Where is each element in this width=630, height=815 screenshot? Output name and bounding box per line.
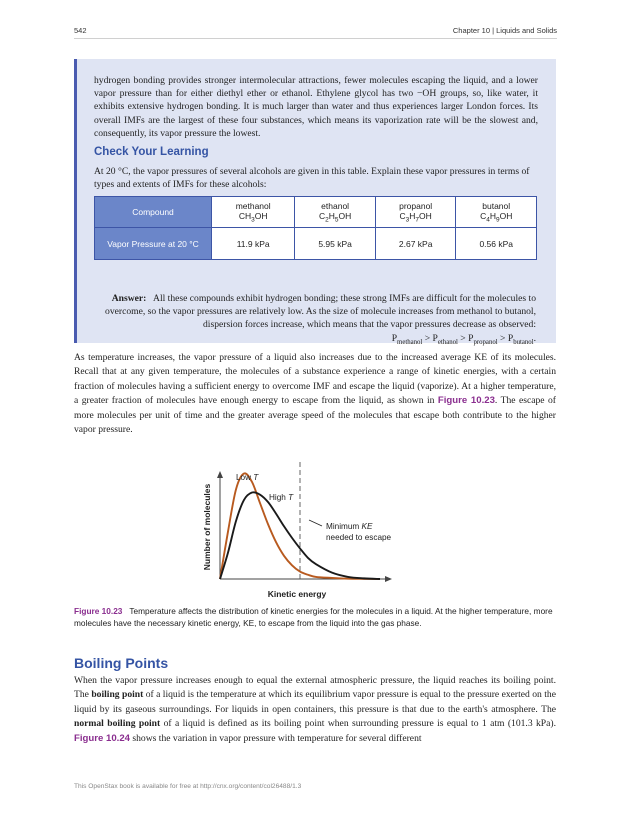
table-cell-butanol	[456, 197, 537, 228]
example-box-accent	[74, 59, 77, 343]
table-cell-vp-butanol: 0.56 kPa	[456, 228, 537, 260]
threshold-label: Minimum KE	[326, 522, 373, 531]
threshold-leader	[309, 520, 322, 526]
figure-caption-label: Figure 10.23	[74, 606, 123, 616]
table-cell-vp-propanol: 2.67 kPa	[375, 228, 456, 260]
compound-formula: $CH_3OH$	[238, 210, 268, 224]
figure-10-23-link[interactable]: Figure 10.23	[437, 395, 495, 407]
vapor-pressure-table	[94, 196, 537, 260]
section-title-boiling-points: Boiling Points	[74, 655, 169, 671]
compound-name: ethanol	[321, 200, 350, 211]
example-paragraph: hydrogen bonding provides stronger intermolecular attractions, fewer molecules escaping the liquid, and a lower vapor pressure than for either diethyl ether or ethanol. Ethylene glycol has two −OH groups, so, like water, it exhibits extensive hydrogen bonding. It is much larger than water and thus experiences larger London forces. Its overall IMFs are the largest of these four substances, which means its vaporization rate will be the slowest and, consequently, its vapor pressure the lowest.	[94, 75, 538, 139]
answer-equation: $P_{methanol} > P_{ethanol} > P_{propanol} > P_{butanol}$.	[391, 332, 536, 346]
table-header-vapor-pressure: Vapor Pressure at 20 °C	[95, 228, 212, 260]
compound-name: methanol	[235, 200, 271, 211]
compound-formula: $C_3H_7OH$	[399, 210, 432, 224]
kinetic-energy-chart	[196, 455, 396, 605]
body-paragraph-2: When the vapor pressure increases enough to equal the external atmospheric pressure, the liquid reaches its boiling point. The boiling point of a liquid is the temperature at which its equilibrium vapor pressure is equal to the pressure exerted on the liquid by its gaseous surroundings. For liquids in open containers, this pressure is that due to the earth's atmosphere. The normal boiling point of a liquid is defined as its boiling point when surrounding pressure is equal to 1 atm (101.3 kPa). Figure 10.24 shows the variation in vapor pressure with temperature for several different	[74, 675, 556, 744]
series-label-low-t: Low T	[236, 473, 259, 482]
table-cell-vp-ethanol: 5.95 kPa	[295, 228, 376, 260]
compound-name: butanol	[482, 200, 511, 211]
answer-block	[94, 292, 536, 349]
answer-label: Answer:	[111, 293, 147, 304]
series-label-high-t: High T	[269, 493, 294, 502]
header-rule	[74, 38, 557, 39]
figure-caption	[74, 606, 556, 629]
table-cell-propanol	[375, 197, 456, 228]
table-cell-ethanol	[295, 197, 376, 228]
footer-attribution: This OpenStax book is available for free at http://cnx.org/content/col26488/1.3	[74, 783, 302, 790]
threshold-label-line2: needed to escape	[326, 533, 392, 542]
table-row-compounds	[95, 197, 537, 228]
x-axis-arrow	[385, 576, 392, 582]
compound-formula: $C_4H_9OH$	[480, 210, 513, 224]
table-row-vapor-pressure	[95, 228, 537, 260]
page-number: 542	[74, 26, 87, 35]
chapter-header: Chapter 10 | Liquids and Solids	[452, 26, 557, 35]
answer-text: All these compounds exhibit hydrogen bonding; these strong IMFs are difficult for the molecules to overcome, so the vapor pressures are relatively low. As the size of molecule increases from methanol to butanol, dispersion forces increase, which means that the vapor pressures decrease as observed:	[105, 293, 536, 331]
table-header-compound: Compound	[95, 197, 212, 228]
check-your-learning-text: At 20 °C, the vapor pressures of several alcohols are given in this table. Explain these vapor pressures in terms of types and extents of IMFs for these alcohols:	[94, 166, 530, 191]
check-your-learning-heading: Check Your Learning	[94, 146, 209, 158]
compound-formula: $C_2H_5OH$	[318, 210, 352, 224]
table-cell-methanol	[212, 197, 295, 228]
body-paragraph-1: As temperature increases, the vapor pressure of a liquid also increases due to the increased average KE of its molecules. Recall that at any given temperature, the molecules of a substance experience a range of kinetic energies, with a certain fraction of molecules having a sufficient energy to overcome IMF and escape the liquid (vaporize). At a higher temperature, a greater fraction of molecules have enough energy to escape from the liquid, as shown in Figure 10.23. The escape of more molecules per unit of time and the greater average speed of the molecules that escape both contribute to the higher vapor pressure.	[74, 352, 556, 436]
figure-caption-text: Temperature affects the distribution of kinetic energies for the molecules in a liquid. At the higher temperature, more molecules have the necessary kinetic energy, KE, to escape from the liquid into the gas phase.	[74, 606, 553, 628]
y-axis-label: Number of molecules	[202, 483, 212, 571]
y-axis-arrow	[217, 471, 223, 478]
compound-name: propanol	[399, 200, 433, 211]
x-axis-label: Kinetic energy	[267, 589, 327, 599]
ylabel-group	[202, 484, 212, 571]
table-cell-vp-methanol: 11.9 kPa	[212, 228, 295, 260]
figure-10-24-link[interactable]: Figure 10.24	[74, 732, 130, 744]
